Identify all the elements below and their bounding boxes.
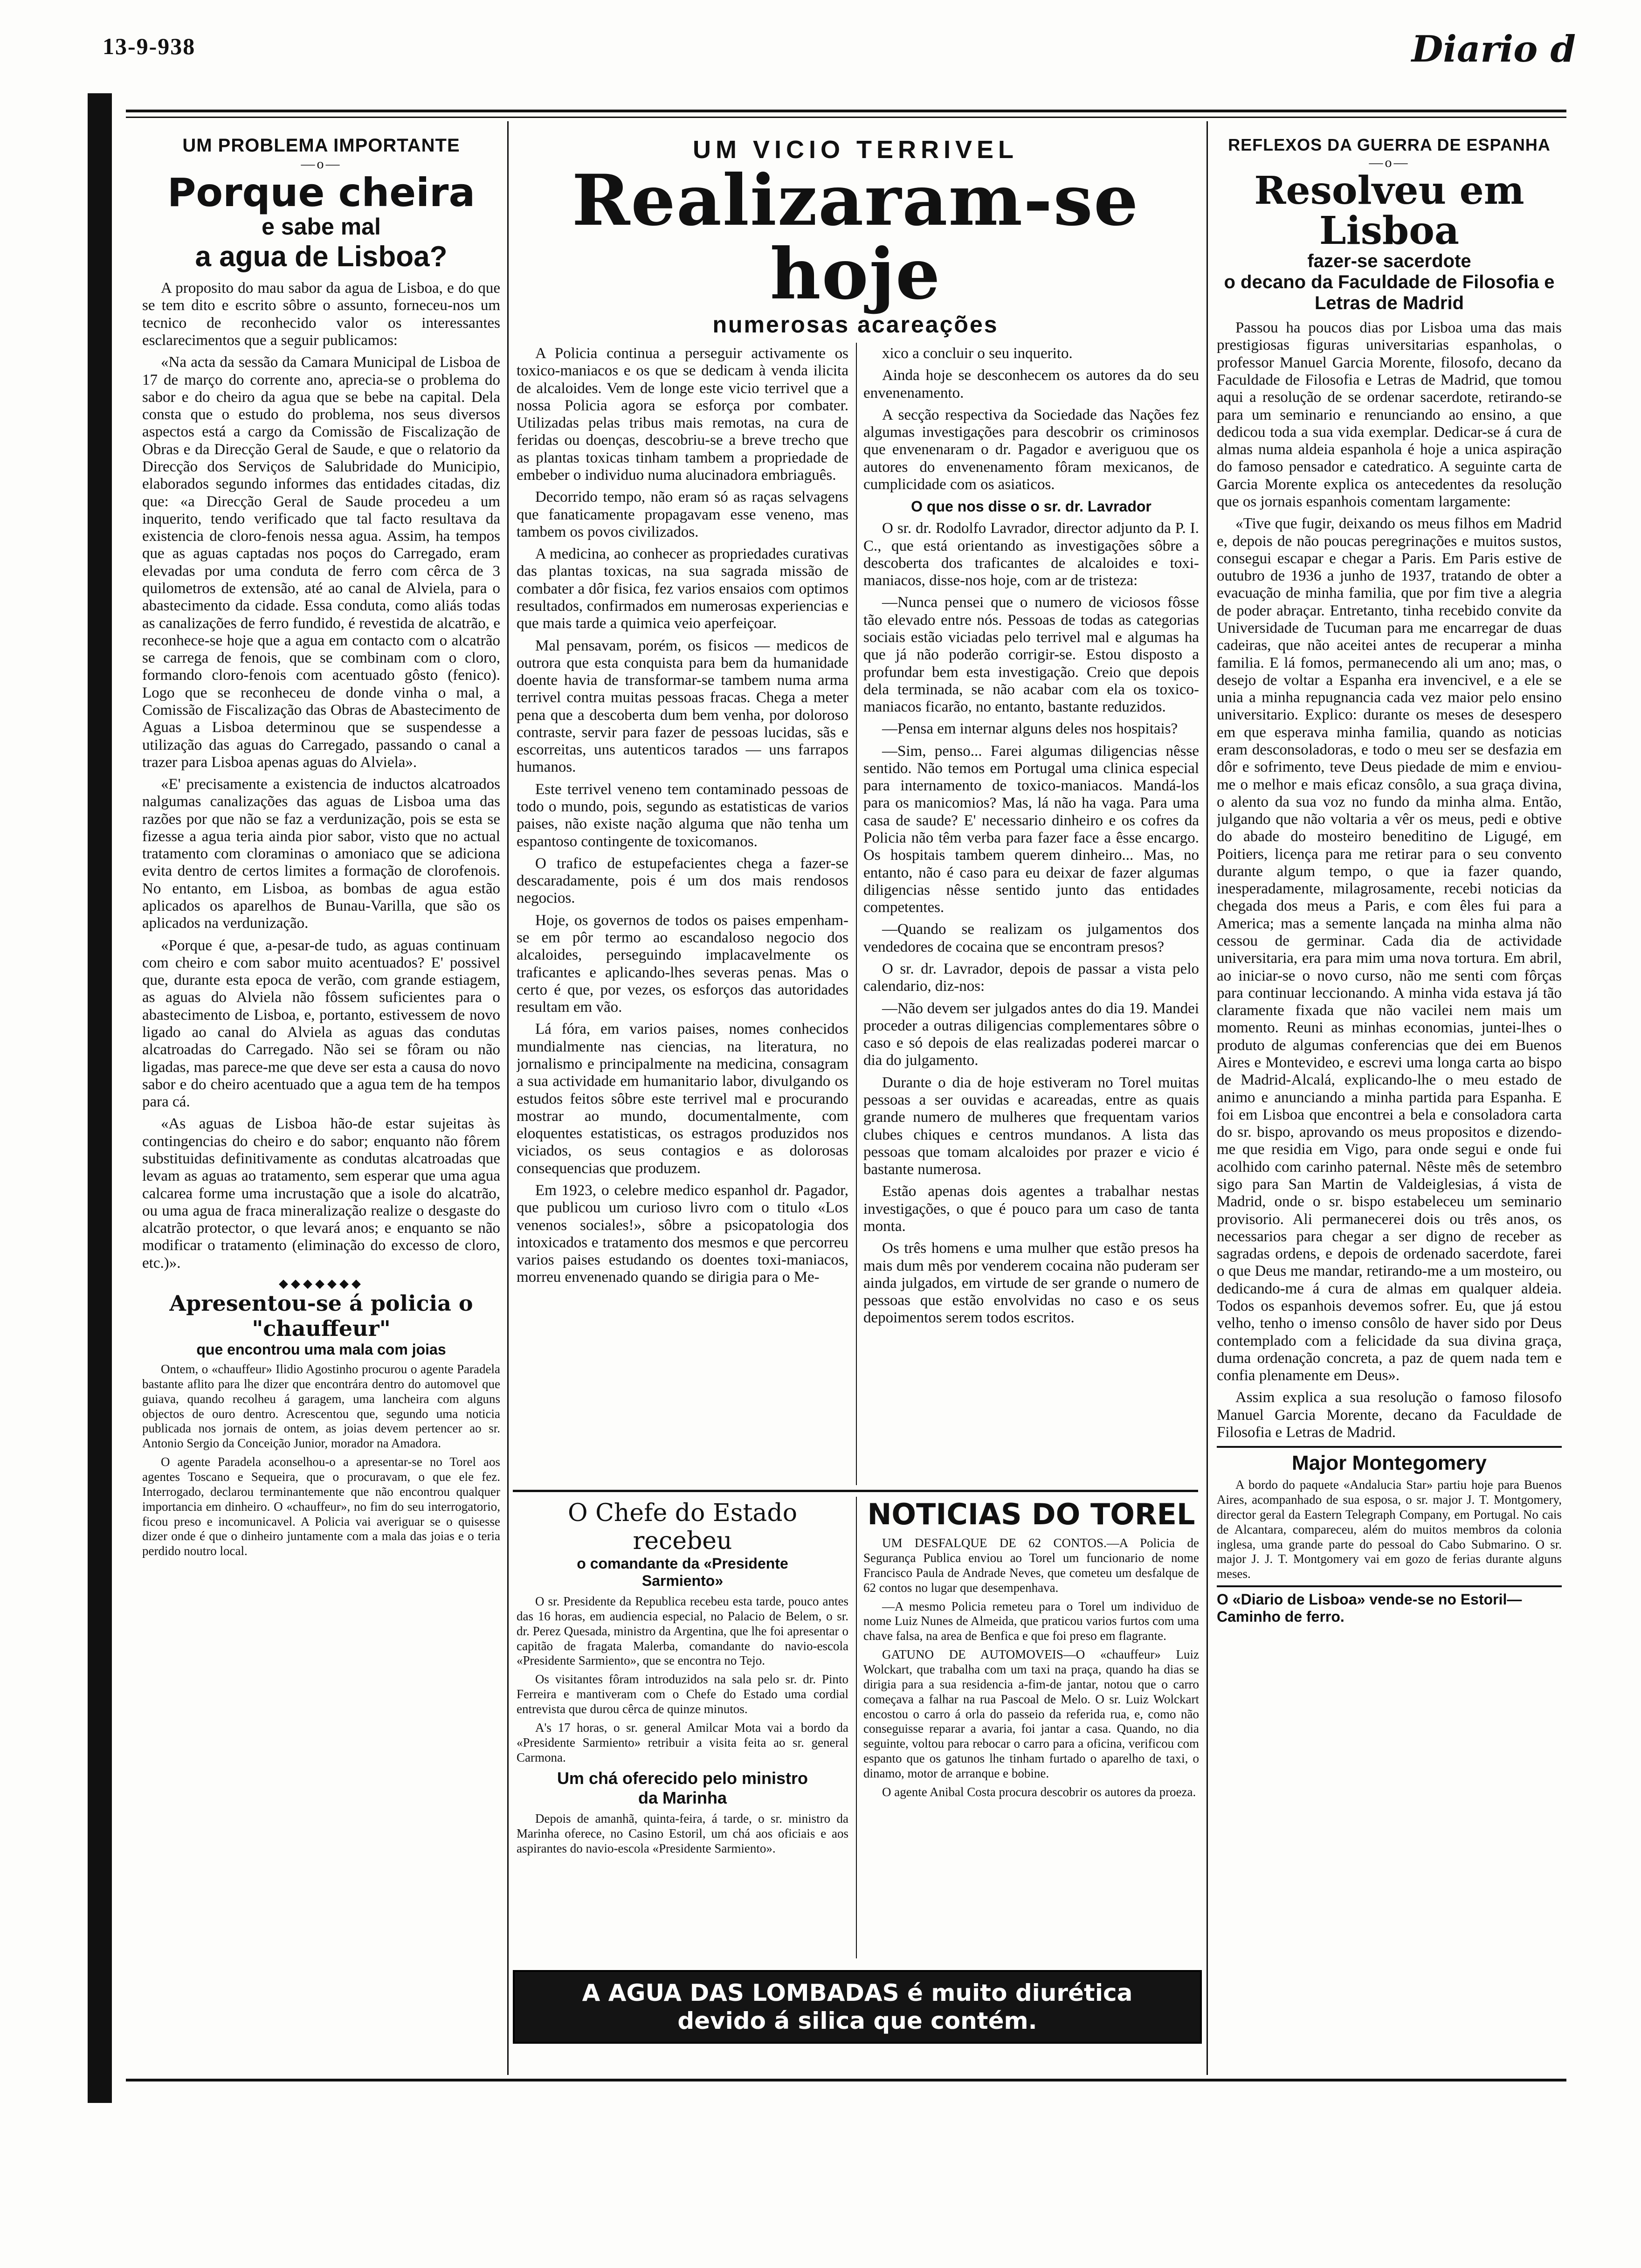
- center-subheadline: numerosas acareações: [712, 311, 999, 338]
- paragraph: O sr. dr. Rodolfo Lavrador, director adjunto da P. I. C., que está orientando as investigações sôbre a descoberta dos traficantes de alcaloides e toxi-maniacos, disse-nos hoje, com ar de tristeza:: [863, 520, 1199, 589]
- paragraph: UM DESFALQUE DE 62 CONTOS.—A Policia de Segurança Publica enviou ao Torel um funcionario de nome Francisco Paula de Andrade Neves, que cometeu um desfalque de 62 contos no lugar que desempenhava.: [863, 1536, 1199, 1595]
- left-column: [142, 135, 500, 2070]
- paragraph: «Porque é que, a-pesar-de tudo, as aguas continuam com cheiro e com sabor muito acentuados? E' possivel que, durante esta epoca de verão, com grande estiagem, as aguas do Alviela não fôssem suficientes para o abastecimento de Lisboa, e, portanto, estivessem de novo ligado ao canal do Alviela as aguas das condutas alcatroadas do Carregado. Não sei se fôram ou não ligadas, mas parece-me que deve ser esta a causa do novo sabor e do cheiro acentuado que a agua tem de ha tempos para cá.: [142, 937, 500, 1111]
- left-article-body: [142, 280, 500, 1272]
- footer-note-divider: [1217, 1585, 1562, 1587]
- paragraph: Estão apenas dois agentes a trabalhar nestas investigações, o que é pouco para um caso de tanta monta.: [863, 1183, 1199, 1235]
- masthead: Diario d: [1411, 28, 1576, 70]
- paragraph: Os três homens e uma mulher que estão presos ha mais dum mês por venderem cocaina não puderam ser ainda julgados, em virtude de ser grande o numero de pessoas que estão envolvidas no caso e os seus depoimentos serem todos escritos.: [863, 1240, 1199, 1327]
- paragraph: A's 17 horas, o sr. general Amilcar Mota vai a bordo da «Presidente Sarmiento» retribuir a visita feita ao sr. general Carmona.: [517, 1720, 848, 1764]
- paragraph: «E' precisamente a existencia de inductos alcatroados nalgumas canalizações das aguas de Lisboa uma das razões por que não se faz a verdunização, pois se esta se fizesse a agua teria ainda pior sabor, visto que no actual tratamento com cloraminas o amoniaco que se adiciona evita dentro de certos limites a formação de clorofenois. No entanto, em Lisboa, as bombas de agua estão aplicados os aparelhos de Bunau-Varilla, que são os aplicados na verdunização.: [142, 776, 500, 932]
- chauffeur-article-body: [142, 1362, 500, 1559]
- paragraph: —Sim, penso... Farei algumas diligencias nêsse sentido. Não temos em Portugal uma clinica especial para internamento de toxico-maniacos. Mandá-los para os manicomios? Mas, lá não ha vaga. Para uma casa de saude? E' necessario dinheiro e os cofres da Policia não têm verba para fazer face a êsse encargo. Os hospitais tambem querem dinheiro... Mas, no entanto, não é caso para eu deixar de fazer algumas diligencias nêsse sentido junto das entidades competentes.: [863, 742, 1199, 916]
- paragraph: «As aguas de Lisboa hão-de estar sujeitas às contingencias do cheiro e do sabor; enquanto não fôrem substituidas definitivamente as condutas alcatroadas que levam as aguas ao tratamento, sem esperar que uma agua calcarea forme uma incrustação que a isole do alcatrão, ou uma agua de fraca mineralização realize o desgaste do alcatrão protector, o que levará anos; e enquanto se não modificar o tratamento (eliminação do excesso de cloro, etc.)».: [142, 1115, 500, 1272]
- paragraph: —A mesmo Policia remeteu para o Torel um individuo de nome Luiz Nunes de Almeida, que praticou varios furtos com uma chave falsa, na area de Benfica e que foi preso em flagrante.: [863, 1599, 1199, 1643]
- paragraph: Assim explica a sua resolução o famoso filosofo Manuel Garcia Morente, decano da Faculdade de Filosofia e Letras de Madrid.: [1217, 1389, 1562, 1441]
- major-headline: Major Montegomery: [1291, 1452, 1487, 1475]
- torel-article: [863, 1499, 1199, 1958]
- paragraph: Depois de amanhã, quinta-feira, á tarde, o sr. ministro da Marinha oferece, no Casino Estoril, um chá aos oficiais e aos aspirantes do navio-escola «Presidente Sarmiento».: [517, 1812, 848, 1856]
- bottom-rule: [126, 2079, 1566, 2081]
- cha-headline-2: da Marinha: [638, 1788, 727, 1808]
- paragraph: Este terrivel veneno tem contaminado pessoas de todo o mundo, pois, segundo as estatisticas de varios paises, não existe nação alguma que não tenha um espantoso contingente de toxicomanos.: [517, 781, 848, 850]
- column-divider-1: [507, 121, 509, 2075]
- paragraph: «Tive que fugir, deixando os meus filhos em Madrid e, depois de não poucas peregrinações e muitos sustos, consegui escapar e chegar a Paris. Em Paris estive de outubro de 1936 a junho de 1937, tratando de obter a evacuação de minha familia, que por fim tive a alegria de poder abraçar. Entretanto, tinha recebido convite da Universidade de Tucuman para me encarregar de duas cadeiras, que não aceitei antes de recuperar a minha familia. E lá fomos, permanecendo ali um ano; mas, o desejo de voltar a Espanha era invencivel, e a ele se unia a minha repugnancia cada vez maior pelo ensino universitario. Explico: durante os meses de desespero em que esperava minha familia, quando as noticias eram desconsoladoras, e todo o meu ser se desfazia em dôr e sofrimento, teve Deus piedade de mim e enviou-me o melhor e mais eficaz consôlo, a sua graça divina, o alento da sua voz no fundo da minha alma. Então, julgando que não voltaria a vêr os meus, pedi e obtive do abade do mosteiro beneditino de Ligugé, em Poitiers, licença para me retirar para o seu convento durante algum tempo, o que ia fazer quando, inesperadamente, milagrosamente, recebi noticias da chegada dos meus a Paris, e com êles fui para a America; mas a semente lançada na minha alma não cessou de germinar. Cada dia de actividade universitaria, era para mim uma nova tortura. Em abril, ao iniciar-se o novo curso, não me senti com fôrças para continuar leccionando. A minha vida estava já tão claramente fixada que não vacilei nem mais um momento. Reuni as minhas economias, juntei-lhes o produto de algumas conferencias que dei em Buenos Aires e Montevideo, e escrevi uma longa carta ao bispo de Madrid-Alcalá, explicando-lhe o meu estado de animo e anunciando a minha partida para Espanha. E foi em Lisboa que encontrei a bela e consoladora carta do sr. bispo, aprovando os meus propositos e dizendo-me que residia em Vigo, para onde segui e onde fui acolhido com carinho paternal. Nêste mês de setembro sigo para San Martin de Valdeiglesias, á vista de Madrid, onde o sr. bispo estabeleceu um seminario provisorio. Ali permanecerei dois ou três anos, os necessarios para chegar a ser digno de receber as sagradas ordens, e depois de ordenado sacerdote, farei o que Deus me mandar, retirando-me a um mosteiro, ou dedicando-me á cura de almas em qualquer aldeia. Todos os espanhois devemos sofrer. Eu, que já estou velho, tenho o imenso consôlo de haver sido por Deus contemplado com a felicidade da sua divina graça, duma ordenação concreta, a paz de quem nada tem e confia plenamente em Deus».: [1217, 515, 1562, 1384]
- major-article-body: [1217, 1478, 1562, 1582]
- right-article-body: [1217, 319, 1562, 1441]
- column-divider-2: [1207, 121, 1208, 2075]
- paragraph: O agente Paradela aconselhou-o a apresentar-se no Torel aos agentes Toscano e Sequeira, que o procuravam, o que ele fez. Interrogado, declarou terminantemente que não encontrou qualquer importancia em dinheiro. O «chauffeur», no fim do seu interrogatorio, ficou preso e incomunicavel. A Policia vai averiguar se o quisesse dizer onde é que o dinheiro juntamente com a mala das joias e o teria perdido noutro local.: [142, 1455, 500, 1558]
- paragraph: O trafico de estupefacientes chega a fazer-se descaradamente, pois é um dos mais rendosos negocios.: [517, 855, 848, 907]
- left-separator: —o—: [301, 156, 342, 172]
- paragraph: «Na acta da sessão da Camara Municipal de Lisboa de 17 de março do corrente ano, aprecia-se o problema do sabor e do cheiro da agua que se bebe na capital. Dela consta que o estudo do problema, nos seus diversos aspectos está a cargo da Comissão de Fiscalização de Obras e da Direcção Geral de Saude, e que o relatorio da Direcção dos Serviços de Salubridade do Municipio, elaborados segundo informes das entidades citadas, diz que: «a Direcção Geral de Saude procedeu a um inquerito, tendo verificado que tal facto resultava da existencia de cloro-fenois nessa agua. Assim, ha tempos que as aguas captadas nos poços do Carregado, eram elevadas por uma conduta de ferro com cêrca de 3 quilometros de extensão, até ao canal de Alviela, para o abastecimento da cidade. Essa conduta, como aliás todas as canalizações de ferro fundido, é revestida de alcatrão, e reconhece-se hoje que a agua em contacto com o alcatrão se carrega de fenois, que se combinam com o cloro, formando cloro-fenois com acentuado gôsto (fenico). Logo que se reconheceu de donde vinha o mal, a Comissão de Fiscalização das Obras de Abastecimento de Aguas a Lisboa determinou que se suspendesse a utilização das aguas do Carregado, passando o canal a trazer para Lisboa apenas aguas do Alviela».: [142, 354, 500, 771]
- page-date: 13-9-938: [103, 33, 196, 59]
- ornament-divider: ◆◆◆◆◆◆◆: [279, 1276, 364, 1290]
- left-margin-bar: [88, 93, 112, 2103]
- chauffeur-headline: Apresentou-se á policia o "chauffeur": [169, 1290, 473, 1341]
- ad-line-2: devido á silica que contém.: [677, 2007, 1037, 2034]
- ad-line-1: A AGUA DAS LOMBADAS é muito diurética: [582, 1979, 1133, 2006]
- major-divider: [1217, 1446, 1562, 1448]
- right-deck: o decano da Faculdade de Filosofia e Letras de Madrid: [1224, 272, 1555, 314]
- paragraph: A Policia continua a perseguir activamente os toxico-maniacos e os que se dedicam à venda ilicita de alcaloides. Vem de longe este vicio terrivel que a nossa Policia agora se esforça por combater. Utilizadas pelas tribus mais remotas, na cura de feridas ou doenças, descobriu-se a breve trecho que as plantas toxicas tinham tambem a propriedade de embeber o individuo numa alucinadora embriaguês.: [517, 345, 848, 484]
- paragraph: Passou ha poucos dias por Lisboa uma das mais prestigiosas figuras universitarias espanholas, o professor Manuel Garcia Morente, filosofo, decano da Faculdade de Filosofia e Letras de Madrid, que tomou aqui a resolução de se ordenar sacerdote, retirando-se para um seminario e renunciando ao ensino, a que dedicou toda a sua vida exemplar. Dedicar-se á cura de almas numa aldeia espanhola é hoje a unica aspiração do famoso pensador e catedratico. A seguinte carta de Garcia Morente explica os antecedentes da resolução que os jornais espanhois comentam largamente:: [1217, 319, 1562, 510]
- right-subheadline: fazer-se sacerdote: [1307, 251, 1471, 272]
- left-headline-3: a agua de Lisboa?: [195, 241, 448, 273]
- lombadas-ad-banner: [513, 1970, 1202, 2044]
- chefe-headline: O Chefe do Estado recebeu: [567, 1499, 798, 1555]
- paragraph: Lá fóra, em varios paises, nomes conhecidos mundialmente nas ciencias, na literatura, no jornalismo e principalmente na medicina, consagram a sua actividade em humanitario labor, divulgando os estudos feitos sôbre este terrivel mal e procurando mostrar ao mundo, documentalmente, com eloquentes estatisticas, os estragos produzidos nos viciados, os seus contagios e as dolorosas consequencias que produzem.: [517, 1021, 848, 1177]
- center-headline: Realizaram-se hoje: [572, 159, 1139, 315]
- right-headline: Resolveu em Lisboa: [1254, 168, 1524, 254]
- paragraph: Ainda hoje se desconhecem os autores da do seu envenenamento.: [863, 367, 1199, 401]
- paragraph: A medicina, ao conhecer as propriedades curativas das plantas toxicas, na sua sagrada missão de combater a dôr fisica, fez varios ensaios com optimos resultados, confirmados em numerosas experiencias e que mais tarde a quimica veio aperfeiçoar.: [517, 546, 848, 632]
- left-headline-2: e sabe mal: [262, 214, 381, 240]
- paragraph: Hoje, os governos de todos os paises empenham-se em pôr termo ao escandaloso negocio dos alcaloides, perseguindo implacavelmente os traficantes e aplicando-lhes severas penas. Mas o certo é que, por vezes, os esforços das autoridades resultam em vão.: [517, 912, 848, 1016]
- paragraph: A proposito do mau sabor da agua de Lisboa, e do que se tem dito e escrito sôbre o assunto, forneceu-nos um tecnico de reconhecido valor os interessantes esclarecimentos que a seguir publicamos:: [142, 280, 500, 349]
- chefe-subheadline: o comandante da «Presidente: [577, 1555, 788, 1572]
- paragraph: GATUNO DE AUTOMOVEIS—O «chauffeur» Luiz Wolckart, que trabalha com um taxi na praça, quando ha dias se dirigia para a sua residencia a-fim-de jantar, notou que o carro começava a falhar na rua Pascoal de Melo. O sr. Luiz Wolckart encostou o carro á orla do passeio da referida rua, e, como não conseguisse reparar a avaria, foi jantar a casa. Quando, no dia seguinte, voltou para rebocar o carro para a oficina, verificou com espanto que os gatunos lhe tinham furtado o aparelho de taxi, o dinamo, motor de arranque e bobine.: [863, 1647, 1199, 1780]
- center-column-b: [863, 345, 1199, 1483]
- cha-headline: Um chá oferecido pelo ministro: [557, 1769, 808, 1788]
- paragraph: —Pensa em internar alguns deles nos hospitais?: [882, 720, 1178, 738]
- paragraph: Decorrido tempo, não eram só as raças selvagens que fanaticamente propagavam esse veneno, mas tambem os povos civilizados.: [517, 489, 848, 540]
- chauffeur-subheadline: que encontrou uma mala com joias: [196, 1341, 446, 1358]
- top-rule: [126, 110, 1566, 112]
- section-subhead: O que nos disse o sr. dr. Lavrador: [911, 498, 1151, 515]
- left-headline: Porque cheira: [167, 170, 476, 215]
- paragraph: O agente Anibal Costa procura descobrir os autores da proeza.: [882, 1784, 1196, 1799]
- chefe-article: [517, 1499, 848, 1958]
- paragraph: Os visitantes fôram introduzidos na sala pelo sr. dr. Pinto Ferreira e mantiveram com o Chefe do Estado uma cordial entrevista que durou cêrca de quinze minutos.: [517, 1672, 848, 1716]
- paragraph: Mal pensavam, porém, os fisicos — medicos de outrora que esta conquista para bem da humanidade doente havia de transformar-se tambem numa arma terrivel contra muitas pessoas fracas. Chega a meter pena que a descoberta dum bem venha, por doloroso contraste, servir para fazer de pessoas lucidas, sãs e escorreitas, uns autenticos tarados — uns farrapos humanos.: [517, 637, 848, 776]
- paragraph: A secção respectiva da Sociedade das Nações fez algumas investigações para descobrir os criminosos que envenenaram o dr. Pagador e averiguou que os autores do envenenamento fôram mexicanos, de cumplicidade com os asiaticos.: [863, 406, 1199, 493]
- paragraph: Ontem, o «chauffeur» Ilidio Agostinho procurou o agente Paradela bastante aflito para lhe dizer que encontrára dentro do automovel que guiava, quando recolheu á garagem, uma lancheira com alguns objectos de ouro dentro. Acrescentou que, segundo uma noticia publicada nos jornais de ontem, as joias devem pertencer ao sr. Antonio Sergio da Conceição Junior, morador na Amadora.: [142, 1362, 500, 1451]
- paragraph: Durante o dia de hoje estiveram no Torel muitas pessoas a ser ouvidas e acareadas, entre as quais grande numero de mulheres que frequentam varios clubes chiques e centros mundanos. A lista das pessoas que tomam alcaloides por prazer e vicio é bastante numerosa.: [863, 1074, 1199, 1178]
- paragraph: —Não devem ser julgados antes do dia 19. Mandei proceder a outras diligencias complementares sôbre o caso e só depois de elas realizadas poderei marcar o dia do julgamento.: [863, 1000, 1199, 1069]
- right-kicker: REFLEXOS DA GUERRA DE ESPANHA: [1228, 135, 1551, 154]
- right-column: [1217, 135, 1562, 2070]
- top-rule-2: [126, 117, 1566, 118]
- center-headline-block: [513, 135, 1198, 340]
- center-mid-rule: [513, 1490, 1198, 1492]
- paragraph: —Quando se realizam os julgamentos dos vendedores de cocaina que se encontram presos?: [863, 921, 1199, 955]
- center-lower-divider: [856, 1497, 857, 1958]
- paragraph: O sr. Presidente da Republica recebeu esta tarde, pouco antes das 16 horas, em audiencia especial, no Palacio de Belem, o sr. dr. Perez Quesada, ministro da Argentina, que lhe foi apresentar o capitão de fragata Malerba, comandante do navio-escola «Presidente Sarmiento», que se encontra no Tejo.: [517, 1594, 848, 1668]
- center-column-a: [517, 345, 848, 1483]
- paragraph: A bordo do paquete «Andalucia Star» partiu hoje para Buenos Aires, acompanhado de sua esposa, o sr. major J. T. Montgomery, director geral da Eastern Telegraph Company, em Portugal. No cais de Alcantara, compareceu, além do muitos membros da colonia inglesa, uma grande parte do pessoal do Cabo Submarino. O sr. major J. J. T. Montgomery vai em gozo de ferias durante alguns meses.: [1217, 1478, 1562, 1581]
- paragraph: O sr. dr. Lavrador, depois de passar a vista pelo calendario, diz-nos:: [863, 961, 1199, 995]
- column-divider-3: [856, 343, 857, 1485]
- left-kicker: UM PROBLEMA IMPORTANTE: [182, 135, 460, 156]
- footer-note: O «Diario de Lisboa» vende-se no Estoril—Caminho de ferro.: [1217, 1591, 1522, 1625]
- paragraph: xico a concluir o seu inquerito.: [882, 345, 1073, 362]
- torel-headline: NOTICIAS DO TOREL: [867, 1499, 1195, 1531]
- right-separator: —o—: [1369, 155, 1410, 170]
- paragraph: —Nunca pensei que o numero de viciosos fôsse tão elevado entre nós. Pessoas de todas as categorias sociais estão viciadas pelo terrivel mal e algumas ha que já não poderão corrigir-se. Estou disposto a profundar bem esta investigação. Creio que depois dela terminada, se não acabar com ela os toxico-maniacos ficarão, no entanto, bastante reduzidos.: [863, 594, 1199, 716]
- chefe-subheadline-2: Sarmiento»: [641, 1572, 724, 1589]
- paragraph: Em 1923, o celebre medico espanhol dr. Pagador, que publicou um curioso livro com o titulo «Los venenos sociales!», sôbre a psicopatologia dos intoxicados e tratamento dos mesmos e que percorreu varios paises estudando os doentes toxi-maniacos, morreu envenenado quando se dirigia para o Me-: [517, 1182, 848, 1286]
- center-kicker: UM VICIO TERRIVEL: [692, 136, 1019, 164]
